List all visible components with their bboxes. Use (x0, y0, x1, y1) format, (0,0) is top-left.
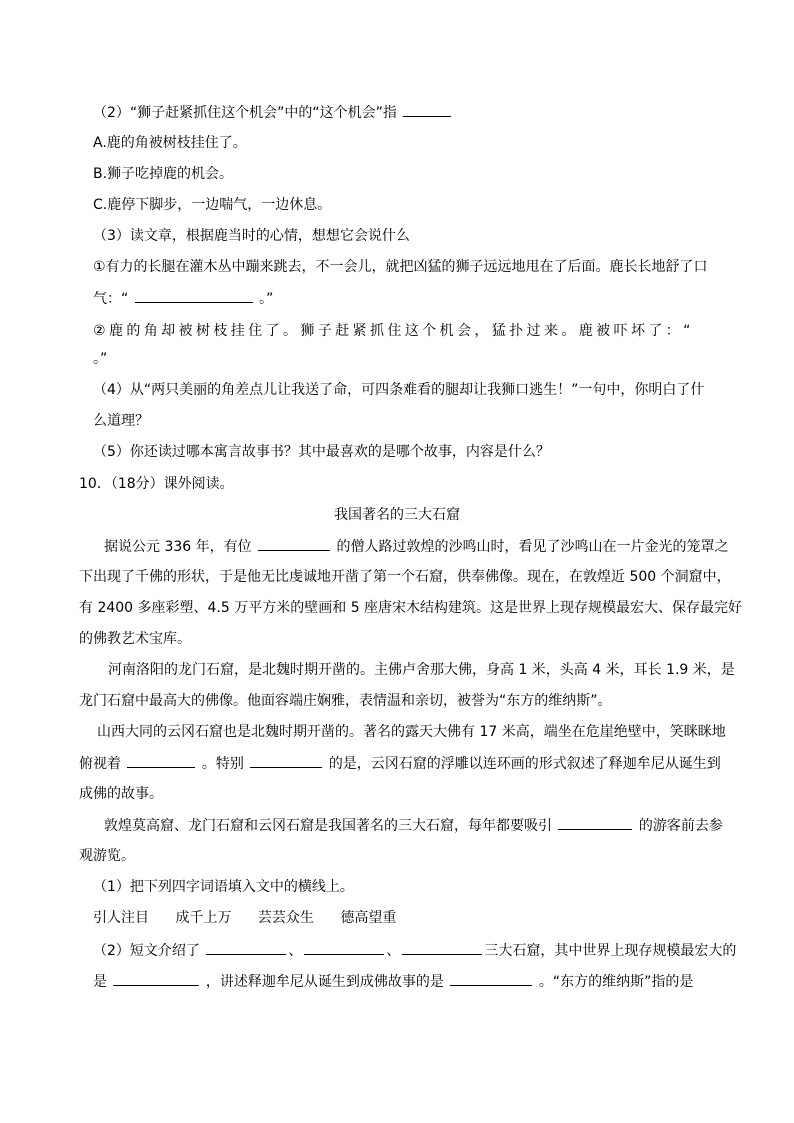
q9-sub2-text: （2）“狮子赶紧抓住这个机会”中的“这个机会”指 (93, 105, 397, 121)
p3-line3: 成佛的故事。 (79, 786, 163, 802)
p1-line1 (104, 536, 729, 557)
q10-sub2-line2-c: 。“东方的维纳斯”指的是 (538, 974, 694, 990)
word-3: 芸芸众生 (257, 910, 314, 926)
p2-line1: 河南洛阳的龙门石窟，是北魏时期开凿的。主佛卢舍那大佛，身高 1 米，头高 4 米，耳长 1.9 米，是 (108, 662, 735, 678)
answer-blank[interactable] (403, 102, 451, 117)
answer-blank[interactable] (135, 288, 253, 303)
option-a: A.鹿的角被树枝挂住了。 (93, 135, 247, 151)
word-2: 成千上万 (175, 910, 232, 926)
passage-title: 我国著名的三大石窟 (334, 507, 460, 523)
p1-line1-b: 的僧人路过敦煌的沙鸣山时，看见了沙鸣山在一片金光的笼罩之 (336, 539, 729, 555)
answer-blank[interactable] (402, 940, 482, 955)
answer-blank[interactable] (113, 971, 199, 986)
answer-blank[interactable] (127, 753, 195, 768)
q10-sub2-line1 (93, 940, 736, 961)
p3-line2-c: 的是，云冈石窟的浮雕以连环画的形式叙述了释迦牟尼从诞生到 (328, 756, 721, 772)
p3-line2-b: 。特别 (201, 756, 244, 772)
q9-sub2 (93, 102, 453, 123)
q10-sub2-line2-b: ，讲述释迦牟尼从诞生到成佛故事的是 (205, 974, 444, 990)
q9-sub3: （3）读文章，根据鹿当时的心情，想想它会说什么 (93, 228, 410, 244)
p4-line1-b: 的游客前去参 (638, 818, 723, 834)
p1-line1-a: 据说公元 336 年，有位 (104, 539, 252, 555)
p1-line4: 的佛教艺术宝库。 (79, 631, 191, 647)
q9-sub4-line1: （4）从“两只美丽的角差点儿让我送了命，可四条难看的腿却让我狮口逃生！”一句中，你明白了什 (93, 382, 705, 398)
answer-blank[interactable] (206, 940, 286, 955)
q9-sub3-item1-suffix: 。” (259, 291, 274, 307)
q10-sub2-line2 (93, 971, 693, 992)
p1-line2: 下出现了千佛的形状，于是他无比虔诚地开凿了第一个石窟，供奉佛像。现在，在敦煌近 500 个洞窟中， (79, 569, 731, 585)
q10-sub2-a: （2）短文介绍了 (93, 943, 200, 959)
p4-line1-a: 敦煌莫高窟、龙门石窟和云冈石窟是我国著名的三大石窟，每年都要吸引 (104, 818, 552, 834)
p3-line1: 山西大同的云冈石窟也是北魏时期开凿的。著名的露天大佛有 17 米高，端坐在危崖绝壁中，笑眯眯地 (97, 724, 726, 740)
q9-sub3-item1-line2 (93, 288, 273, 309)
word-1: 引人注目 (93, 910, 149, 926)
q9-sub3-item2-line1: ②鹿的角却被树枝挂住了。狮子赶紧抓住这个机会，猛扑过来。鹿被吓坏了：“ (93, 323, 694, 339)
q9-sub3-item1-prefix: 气：“ (93, 291, 129, 307)
word-4: 德高望重 (340, 910, 397, 926)
option-b: B.狮子吃掉鹿的机会。 (93, 166, 234, 182)
separator: 、 (288, 943, 303, 959)
q9-sub3-item2-line2: 。” (93, 351, 108, 367)
q10-sub2-b: 三大石窟，其中世界上现存规模最宏大的 (484, 943, 737, 959)
p3-line2 (79, 753, 721, 774)
answer-blank[interactable] (258, 536, 330, 551)
separator: 、 (386, 943, 401, 959)
q10-sub1: （1）把下列四字词语填入文中的横线上。 (93, 879, 354, 895)
q9-sub4-line2: 么道理？ (93, 413, 149, 429)
answer-blank[interactable] (450, 971, 532, 986)
q10-sub2-line2-a: 是 (93, 974, 107, 990)
p1-line3: 有 2400 多座彩塑、4.5 万平方米的壁画和 5 座唐宋木结构建筑。这是世界上现存规模最宏大、保存最完好 (79, 600, 743, 616)
q9-sub5: （5）你还读过哪本寓言故事书？其中最喜欢的是哪个故事，内容是什么？ (93, 444, 550, 460)
p2-line2: 龙门石窟中最高大的佛像。他面容端庄娴雅，表情温和亲切，被誉为“东方的维纳斯”。 (79, 693, 612, 709)
p3-line2-a: 俯视着 (79, 756, 121, 772)
p4-line2: 观游览。 (79, 848, 135, 864)
answer-blank[interactable] (558, 815, 632, 830)
q9-sub3-item1-line1: ①有力的长腿在灌木丛中蹦来跳去，不一会儿，就把凶猛的狮子远远地甩在了后面。鹿长长地舒了口 (93, 259, 708, 275)
answer-blank[interactable] (250, 753, 322, 768)
p4-line1 (104, 815, 723, 836)
q10-header: 10．（18分）课外阅读。 (79, 476, 234, 492)
option-c: C.鹿停下脚步，一边喘气，一边休息。 (93, 197, 332, 213)
answer-blank[interactable] (304, 940, 384, 955)
word-bank (93, 908, 418, 928)
